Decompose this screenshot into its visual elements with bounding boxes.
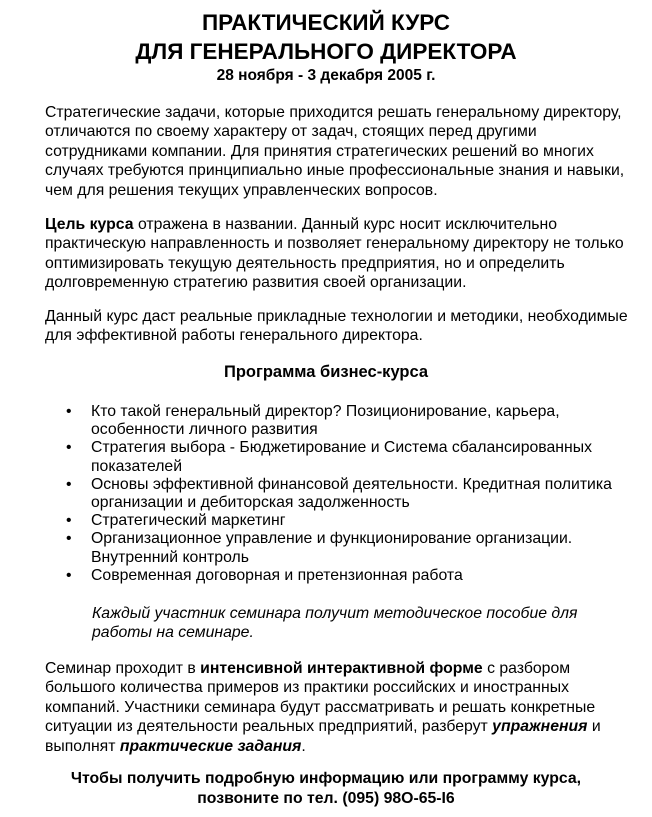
program-list bbox=[66, 403, 626, 585]
seminar-format: интенсивной интерактивной форме bbox=[200, 660, 483, 677]
list-item-text: Стратегия выбора - Бюджетирование и Система сбалансированных показателей bbox=[91, 439, 593, 475]
list-item-text: Стратегический маркетинг bbox=[91, 512, 286, 530]
bullet-icon: • bbox=[66, 403, 72, 420]
seminar-text-3: и выполнят bbox=[45, 718, 601, 755]
bullet-icon: • bbox=[66, 439, 72, 457]
contact-line-1: Чтобы получить подробную информацию или программу курса, bbox=[70, 770, 582, 787]
list-item-text: Организационное управление и функционирование организации. Внутренний контроль bbox=[91, 530, 573, 566]
list-item-text: Кто такой генеральный директор? Позиционирование, карьера, особенности личного развития bbox=[91, 403, 560, 439]
list-item bbox=[66, 403, 626, 439]
list-item bbox=[66, 439, 626, 475]
seminar-paragraph bbox=[45, 659, 630, 756]
seminar-text-4: . bbox=[301, 737, 306, 755]
intro-paragraph-1: Стратегические задачи, которые приходится решать генеральному директору, отличаются по своему характеру от задач, стоящих перед другими сотрудниками компании. Для принятия стратегических решений во многих случаях требуются принципиально иные профессиональные знания и навыки, чем для решения текущих управленческих вопросов. bbox=[45, 104, 625, 199]
bullet-icon: • bbox=[66, 475, 72, 493]
goal-text: отражена в названии. Данный курс носит исключительно практическую направленность и позволяет генеральному директору не только оптимизировать текущую деятельность предприятия, но и определить долговременную стратегию развития своей организации. bbox=[45, 216, 624, 292]
seminar-text-1: Семинар проходит в bbox=[45, 660, 201, 677]
seminar-text-2: с разбором большого количества примеров из практики российских и иностранных компаний. Участники семинара будут рассматривать и решать конкретные ситуации из деятельности реальных предприятий, разберут bbox=[45, 660, 596, 736]
course-dates: 28 ноября - 3 декабря 2005 г. bbox=[216, 67, 436, 84]
list-item bbox=[66, 476, 626, 512]
bullet-icon: • bbox=[66, 566, 72, 584]
list-item-text: Основы эффективной финансовой деятельности. Кредитная политика организации и дебиторская задолженность bbox=[91, 475, 612, 512]
title-line-2: ДЛЯ ГЕНЕРАЛЬНОГО ДИРЕКТОРА bbox=[135, 39, 517, 64]
list-item bbox=[66, 512, 626, 530]
title-line-1: ПРАКТИЧЕСКИЙ КУРС bbox=[201, 10, 451, 35]
contact-line-2: позвоните по тел. (095) 98О-65-I6 bbox=[197, 789, 455, 807]
list-item bbox=[66, 567, 626, 585]
bullet-icon: • bbox=[66, 530, 72, 548]
exercises-emphasis: упражнения bbox=[492, 718, 588, 736]
intro-paragraph-3: Данный курс даст реальные прикладные технологии и методики, необходимые для эффективной работы генерального директора. bbox=[45, 308, 628, 345]
goal-label: Цель курса bbox=[45, 216, 134, 233]
list-item bbox=[66, 530, 626, 566]
goal-paragraph bbox=[45, 215, 630, 293]
list-item-text: Современная договорная и претензионная работа bbox=[91, 566, 463, 584]
bullet-icon: • bbox=[66, 512, 72, 530]
tasks-emphasis: практические задания bbox=[119, 737, 302, 755]
contact-footer bbox=[0, 769, 652, 808]
program-title: Программа бизнес-курса bbox=[223, 363, 429, 381]
handout-note: Каждый участник семинара получит методическое пособие для работы на семинаре. bbox=[92, 605, 578, 642]
